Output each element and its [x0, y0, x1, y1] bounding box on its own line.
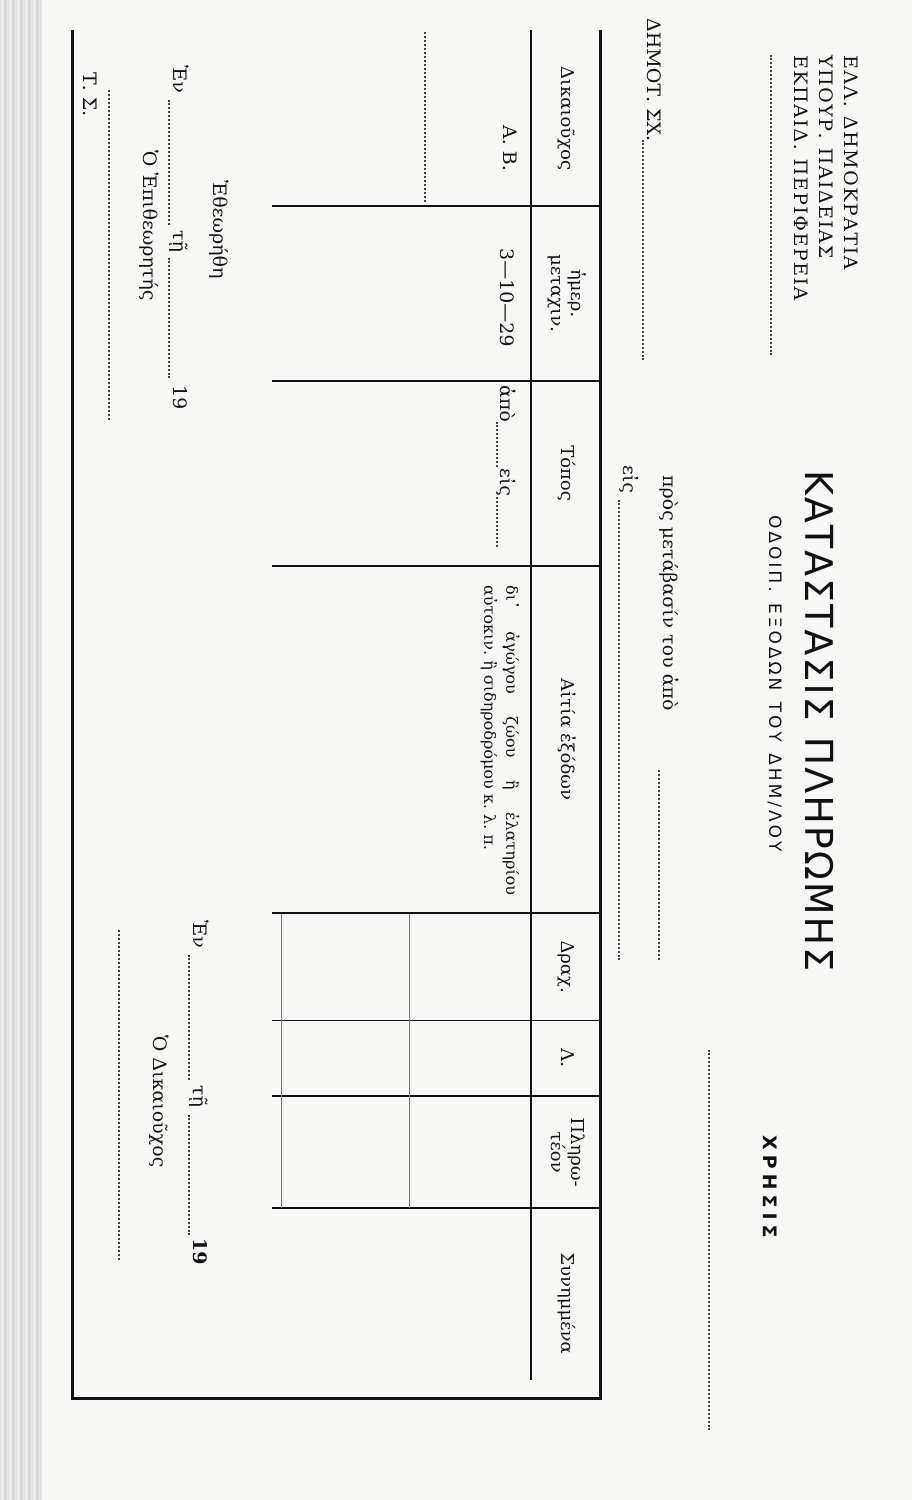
beneficiary-fill-line: [424, 32, 428, 202]
header-drachmas: Δραχ.: [556, 940, 577, 993]
header-reason: Αἰτία ἐξόδων: [556, 678, 577, 800]
header-payable: Πληρω-τέον: [546, 1117, 587, 1187]
header-beneficiary: Δικαιοῦχος: [556, 65, 577, 171]
purpose-line-2: εἰς: [618, 465, 640, 493]
inspector-place-label: Ἐν: [168, 65, 190, 93]
place-from-fill: [496, 422, 500, 467]
stamp-label: Τ. Σ.: [78, 72, 100, 117]
school-label: ΔΗΜΟΤ. ΣΧ.: [642, 18, 664, 142]
issuer-header: [787, 55, 862, 302]
school-fill-line: [642, 140, 646, 360]
beneficiary-place-label: Ἐν: [188, 920, 210, 948]
header-attachments: Συνημμένα: [556, 1252, 577, 1354]
cell-place-to: εἰς: [495, 468, 517, 496]
inspector-place-fill: [168, 100, 172, 225]
beneficiary-title: Ὁ Δικαιοῦχος: [148, 1035, 170, 1168]
inspector-title: Ὁ Ἐπιθεωρητής: [138, 150, 160, 301]
row-separator: [281, 914, 282, 1208]
beneficiary-place-fill: [188, 955, 192, 1080]
cell-place-from: ἀπὸ: [495, 385, 517, 422]
inspector-year: 19: [168, 385, 190, 410]
form-subtitle: ΟΔΟΙΠ. ΕΞΟΔΩΝ ΤΟΥ ΔΗΜ/ΛΟΥ: [764, 515, 784, 855]
cell-reason: δι᾽ ἀγώγου ζώου ἢ ἐλατηρίου αὐτοκιν. ἢ σιδηροδρόμου κ. λ. π.: [480, 585, 521, 895]
cell-beneficiary: Α. Β.: [498, 125, 520, 171]
header-lepta: Λ.: [556, 1048, 577, 1067]
purpose-line-1: πρὸς μετάβασίν του ἀπὸ: [658, 475, 680, 711]
year-label: ΧΡΗΣΙΣ: [758, 1135, 780, 1243]
beneficiary-day-fill: [188, 1115, 192, 1235]
checked-label: Ἐθεωρήθη: [208, 180, 230, 279]
header-fill-line: [770, 55, 774, 355]
table-bottom-border: [71, 30, 74, 1400]
cell-date: 3—10—29: [495, 248, 517, 347]
beneficiary-day-label: τῇ: [188, 1085, 210, 1107]
beneficiary-signature-line: [118, 930, 122, 1260]
header-place: Τόπος: [556, 445, 577, 501]
purpose-from-fill: [658, 770, 662, 960]
inspector-day-label: τῇ: [168, 230, 190, 252]
header-date: ἡμερ. μεταχιν.: [546, 254, 587, 332]
year-fill-line: [708, 1050, 712, 1430]
inspector-signature-line: [108, 90, 112, 420]
inspector-day-fill: [168, 258, 172, 378]
form-title: ΚΑΤΑΣΤΑΣΙΣ ΠΛΗΡΩΜΗΣ: [796, 470, 840, 974]
place-to-fill: [496, 492, 500, 547]
beneficiary-year: 19: [188, 1238, 210, 1265]
header-line-1: ΕΛΛ. ΔΗΜΟΚΡΑΤΙΑ: [839, 55, 861, 271]
table-right-border: [72, 1397, 602, 1400]
header-line-3: ΕΚΠΑΙΔ. ΠΕΡΙΦΕΡΕΙΑ: [789, 55, 811, 302]
row-separator: [409, 914, 410, 1208]
purpose-to-fill: [618, 500, 622, 960]
header-line-2: ΥΠΟΥΡ. ΠΑΙΔΕΙΑΣ: [814, 55, 836, 260]
